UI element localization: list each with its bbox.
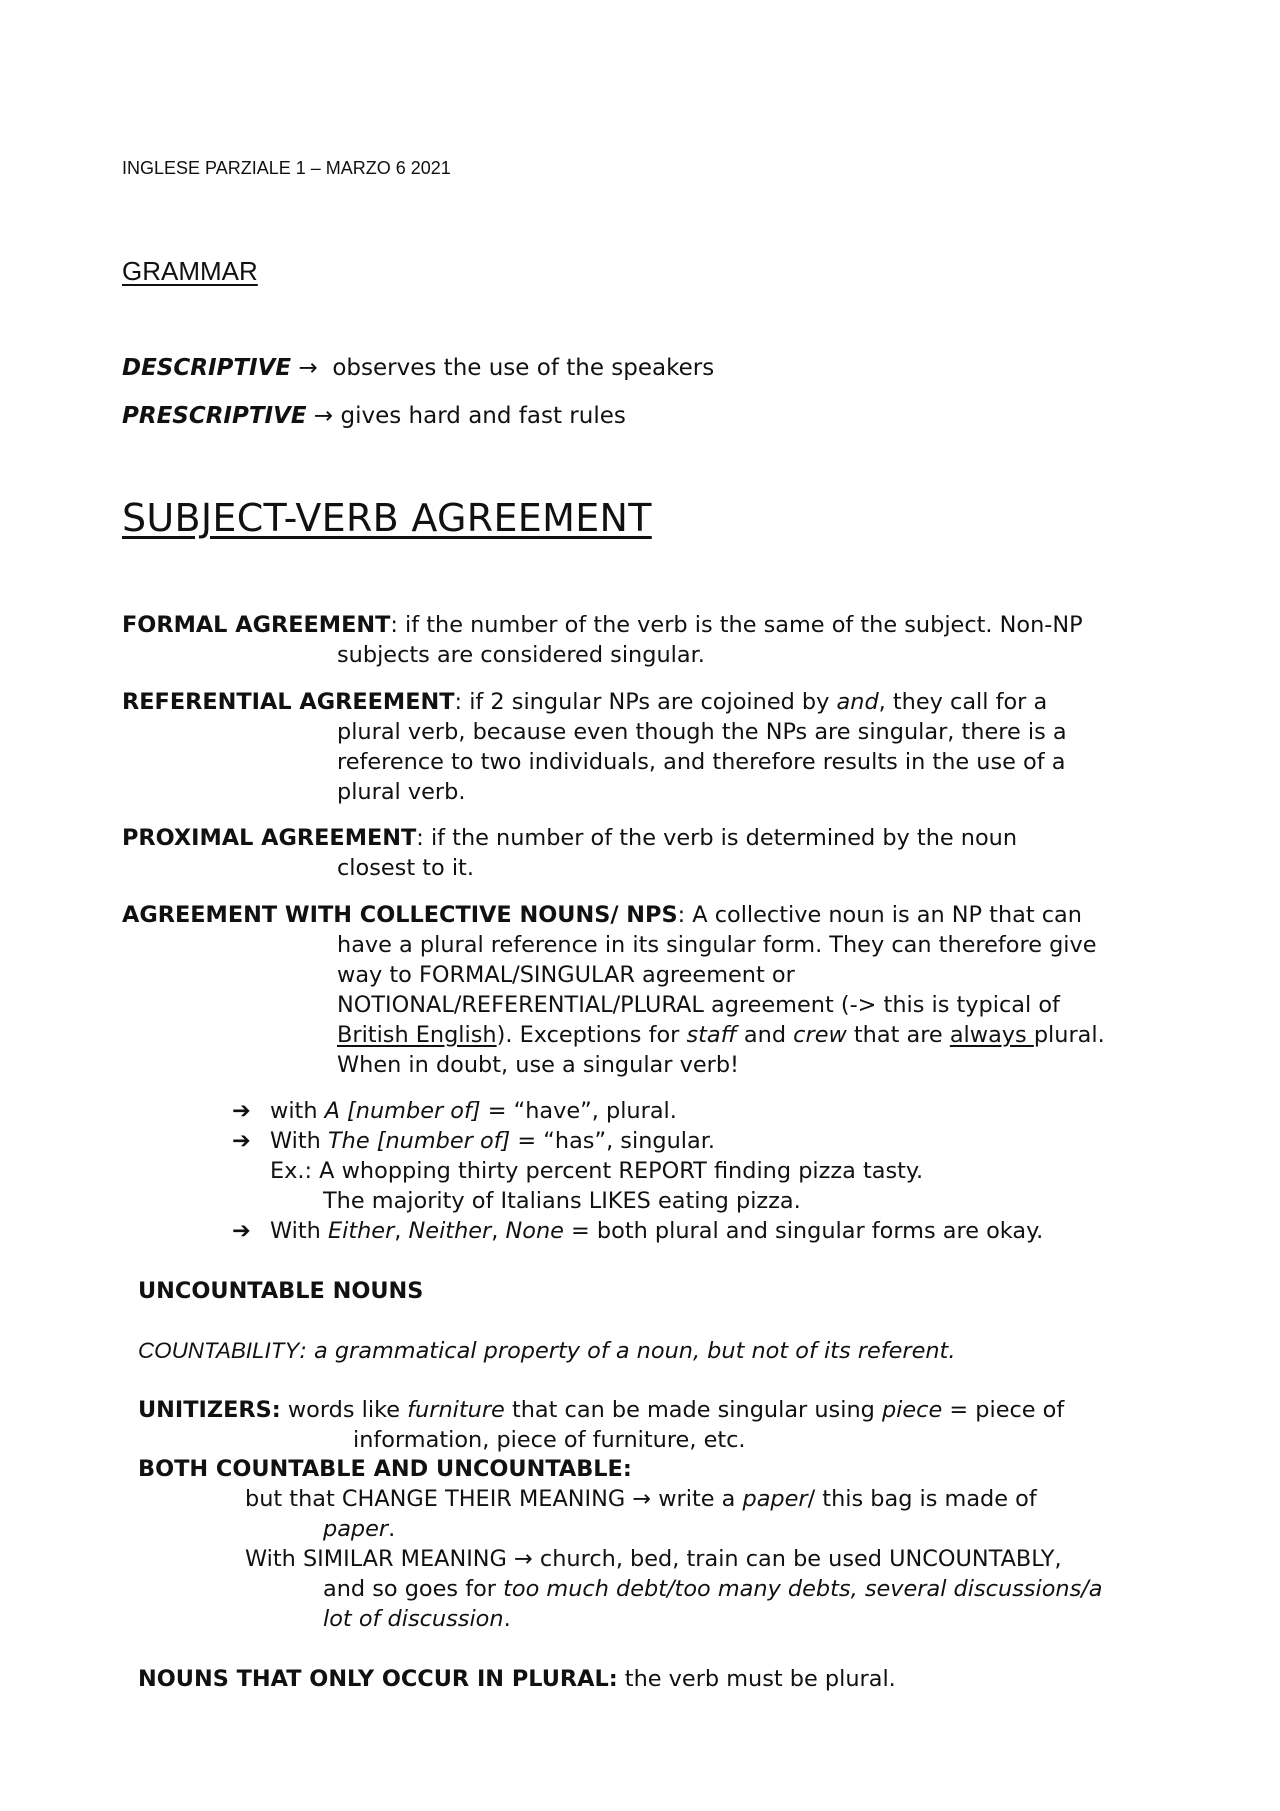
- countability-term: COUNTABILITY: [138, 1338, 300, 1363]
- unitizers-text: that can be made singular using: [504, 1397, 882, 1423]
- unitizers-term: UNITIZERS:: [138, 1397, 281, 1423]
- bullet-text: = “has”, singular.: [510, 1128, 715, 1154]
- formal-line2: subjects are considered singular.: [337, 642, 705, 668]
- descriptive-definition: [122, 355, 714, 381]
- collective-line5: [122, 1020, 1182, 1050]
- arrow-icon: →: [313, 403, 334, 429]
- similar-italic: too much debt/too many debts, several discussions/a: [503, 1576, 1103, 1602]
- arrow-icon: →: [514, 1546, 533, 1572]
- bullet-italic: None: [505, 1218, 564, 1244]
- unitizers-line2: information, piece of furniture, etc.: [353, 1427, 746, 1453]
- bullet-text: ,: [394, 1218, 409, 1244]
- referential-line2: plural verb, because even though the NPs are singular, there is a: [337, 719, 1067, 745]
- unitizers-text: words like: [280, 1397, 408, 1423]
- similar-italic: lot of discussion: [323, 1606, 504, 1632]
- change-text: but that CHANGE THEIR MEANING: [245, 1486, 633, 1512]
- proximal-line1: : if the number of the verb is determined by the noun: [416, 825, 1018, 851]
- arrow-icon: →: [298, 355, 318, 381]
- always-word: always: [949, 1022, 1034, 1048]
- similar-meaning-line2: [323, 1576, 1103, 1602]
- unitizers-line1: [138, 1397, 1064, 1423]
- bullet-italic: Neither: [408, 1218, 492, 1244]
- referential-and: and: [836, 689, 879, 715]
- change-meaning-line2: [323, 1516, 395, 1542]
- arrow-bullet-icon: ➔: [232, 1218, 251, 1244]
- prescriptive-text: gives hard and fast rules: [340, 403, 626, 429]
- bullet-a-number-of: [232, 1098, 677, 1124]
- bullet-text: ,: [491, 1218, 506, 1244]
- similar-text: With SIMILAR MEANING: [245, 1546, 515, 1572]
- bullet-text: with: [270, 1098, 325, 1124]
- referential-agreement: [122, 687, 1182, 807]
- proximal-line2: closest to it.: [337, 855, 474, 881]
- example-line-1: Ex.: A whopping thirty percent REPORT finding pizza tasty.: [270, 1158, 924, 1184]
- bullet-the-number-of: [232, 1128, 715, 1154]
- bullet-italic: The [number of]: [327, 1128, 511, 1154]
- bullet-either-neither-none: [232, 1218, 1043, 1244]
- collective-text: plural.: [1033, 1022, 1105, 1048]
- formal-line1: : if the number of the verb is the same of the subject. Non-NP: [390, 612, 1083, 638]
- change-text: write a: [651, 1486, 743, 1512]
- collective-line3: way to FORMAL/SINGULAR agreement or: [337, 962, 795, 988]
- referential-line3: reference to two individuals, and therefore results in the use of a: [337, 749, 1066, 775]
- arrow-icon: →: [632, 1486, 652, 1512]
- both-heading: BOTH COUNTABLE AND UNCOUNTABLE:: [138, 1456, 632, 1482]
- similar-text: church, bed, train can be used UNCOUNTABLY,: [532, 1546, 1062, 1572]
- bullet-text: = both plural and singular forms are okay.: [563, 1218, 1044, 1244]
- prescriptive-term: PRESCRIPTIVE: [122, 403, 307, 429]
- collective-text: that are: [846, 1022, 950, 1048]
- plural-text: the verb must be plural.: [617, 1666, 896, 1692]
- collective-line6: When in doubt, use a singular verb!: [337, 1052, 740, 1078]
- collective-text: and: [736, 1022, 794, 1048]
- paper-word: paper: [742, 1486, 808, 1512]
- paper-word: paper: [323, 1516, 389, 1542]
- change-text: .: [388, 1516, 396, 1542]
- bullet-italic: A [number of]: [324, 1098, 481, 1124]
- arrow-bullet-icon: ➔: [232, 1098, 251, 1124]
- proximal-term: PROXIMAL AGREEMENT: [122, 825, 417, 851]
- unitizers-furniture: furniture: [407, 1397, 505, 1423]
- collective-line2: have a plural reference in its singular form. They can therefore give: [337, 932, 1097, 958]
- unitizers-piece: piece: [881, 1397, 943, 1423]
- collective-term: AGREEMENT WITH COLLECTIVE NOUNS/ NPS: [122, 902, 678, 928]
- referential-text: , they call for a: [878, 689, 1048, 715]
- formal-term: FORMAL AGREEMENT: [122, 612, 391, 638]
- referential-line4: plural verb.: [337, 779, 466, 805]
- countability-definition: [138, 1338, 955, 1364]
- collective-line4: NOTIONAL/REFERENTIAL/PLURAL agreement (-> this is typical of: [337, 992, 1060, 1018]
- descriptive-text: observes the use of the speakers: [332, 355, 715, 381]
- proximal-agreement: [122, 823, 1182, 883]
- british-english: British English: [337, 1022, 497, 1048]
- similar-text: and so goes for: [323, 1576, 504, 1602]
- descriptive-term: DESCRIPTIVE: [122, 355, 292, 381]
- section-title: SUBJECT-VERB AGREEMENT: [122, 496, 652, 540]
- similar-meaning-line1: [245, 1546, 1062, 1572]
- uncountable-heading: UNCOUNTABLE NOUNS: [138, 1278, 424, 1304]
- referential-term: REFERENTIAL AGREEMENT: [122, 689, 455, 715]
- formal-agreement: [122, 610, 1182, 670]
- unitizers-text: = piece of: [942, 1397, 1065, 1423]
- bullet-text: With: [270, 1218, 328, 1244]
- document-header: INGLESE PARZIALE 1 – MARZO 6 2021: [122, 158, 451, 178]
- plural-term: NOUNS THAT ONLY OCCUR IN PLURAL:: [138, 1666, 618, 1692]
- referential-text: : if 2 singular NPs are cojoined by: [454, 689, 837, 715]
- similar-text: .: [503, 1606, 511, 1632]
- crew-word: crew: [793, 1022, 847, 1048]
- change-meaning-line1: [245, 1486, 1037, 1512]
- similar-meaning-line3: [323, 1606, 511, 1632]
- arrow-bullet-icon: ➔: [232, 1128, 251, 1154]
- countability-text: : a grammatical property of a noun, but not of its referent.: [299, 1338, 956, 1364]
- bullet-italic: Either: [327, 1218, 395, 1244]
- bullet-text: With: [270, 1128, 328, 1154]
- prescriptive-definition: [122, 403, 626, 429]
- plural-only-nouns: [138, 1666, 896, 1692]
- change-text: / this bag is made of: [807, 1486, 1037, 1512]
- collective-line1: : A collective noun is an NP that can: [677, 902, 1082, 928]
- grammar-heading: GRAMMAR: [122, 256, 258, 286]
- collective-text: ). Exceptions for: [496, 1022, 687, 1048]
- example-line-2: The majority of Italians LIKES eating pizza.: [323, 1188, 801, 1214]
- staff-word: staff: [686, 1022, 737, 1048]
- bullet-text: = “have”, plural.: [480, 1098, 677, 1124]
- collective-agreement: [122, 900, 1182, 1080]
